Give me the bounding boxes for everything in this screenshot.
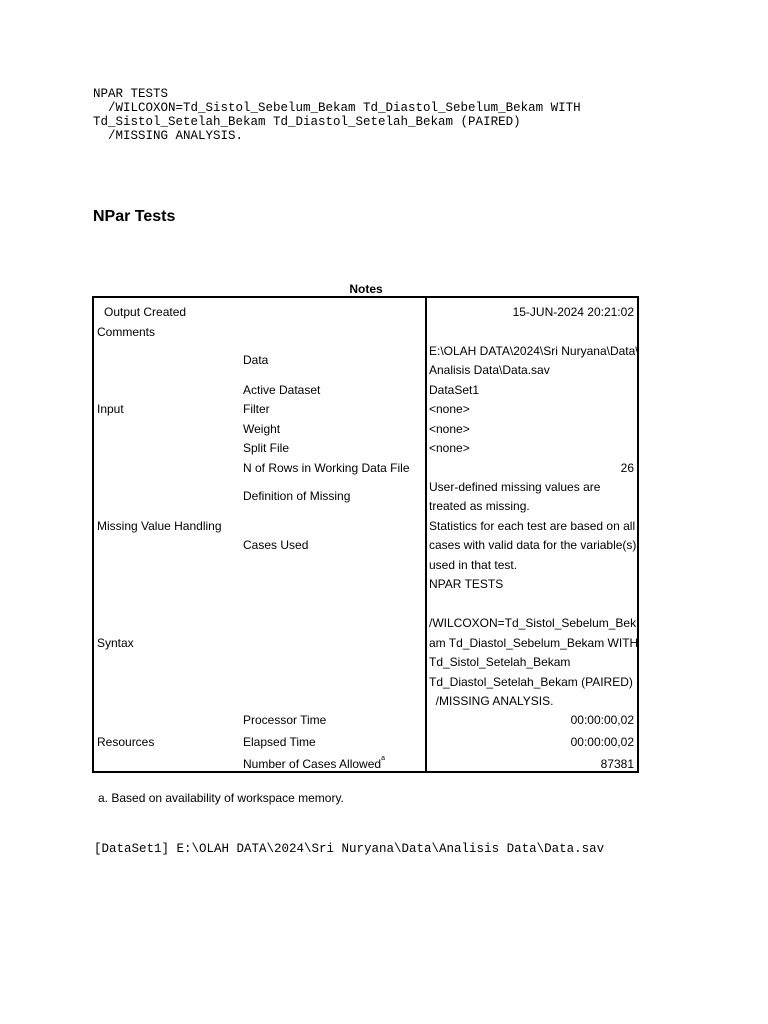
elapsed-time-label: Elapsed Time [243, 735, 316, 749]
input-label: Input [97, 402, 124, 416]
cases-used-line1: Statistics for each test are based on all [429, 519, 636, 533]
syntax-command-block [93, 87, 581, 143]
filter-label: Filter [243, 402, 270, 416]
resources-label: Resources [97, 735, 155, 749]
section-heading: NPar Tests [93, 208, 176, 225]
definition-value-line2: treated as missing. [429, 499, 530, 513]
missing-value-handling-label: Missing Value Handling [97, 519, 222, 533]
output-created-value: 15-JUN-2024 20:21:02 [512, 305, 634, 319]
weight-label: Weight [243, 422, 281, 436]
n-rows-value: 26 [620, 461, 634, 475]
syntax-value-line4: Td_Sistol_Setelah_Bekam [429, 655, 571, 669]
output-created-label: Output Created [104, 305, 187, 319]
split-file-value: <none> [429, 441, 470, 455]
cases-allowed-label [243, 755, 385, 775]
syntax-line: NPAR TESTS [93, 87, 169, 101]
syntax-value-line2: /WILCOXON=Td_Sistol_Sebelum_Bek [429, 616, 637, 630]
split-file-label: Split File [243, 441, 290, 455]
notes-table [92, 296, 639, 773]
syntax-line: /MISSING ANALYSIS. [93, 129, 244, 143]
cases-used-line3: used in that test. [429, 558, 518, 572]
processor-time-label: Processor Time [243, 713, 327, 727]
elapsed-time-value: 00:00:00,02 [570, 735, 634, 749]
syntax-line: /WILCOXON=Td_Sistol_Sebelum_Bekam Td_Diastol_Sebelum_Bekam WITH [93, 101, 581, 115]
cases-used-line2: cases with valid data for the variable(s) [429, 538, 637, 552]
processor-time-value: 00:00:00,02 [570, 713, 634, 727]
n-rows-label: N of Rows in Working Data File [243, 461, 410, 475]
data-value-line2: Analisis Data\Data.sav [429, 363, 550, 377]
cases-allowed-text: Number of Cases Allowed [243, 757, 382, 771]
definition-of-missing-label: Definition of Missing [243, 489, 351, 503]
comments-label: Comments [97, 325, 156, 339]
data-label: Data [243, 353, 269, 367]
active-dataset-value: DataSet1 [429, 383, 480, 397]
filter-value: <none> [429, 402, 470, 416]
syntax-value-line5: Td_Diastol_Setelah_Bekam (PAIRED) [429, 675, 633, 689]
dataset-path-line: [DataSet1] E:\OLAH DATA\2024\Sri Nuryana\Data\Analisis Data\Data.sav [94, 842, 605, 856]
data-value-line1: E:\OLAH DATA\2024\Sri Nuryana\Data\ [429, 344, 639, 358]
syntax-value-line3: am Td_Diastol_Sebelum_Bekam WITH [429, 636, 639, 650]
syntax-label: Syntax [97, 636, 134, 650]
syntax-value-line1: NPAR TESTS [429, 577, 504, 591]
cases-used-label: Cases Used [243, 538, 309, 552]
table-footnote: a. Based on availability of workspace memory. [98, 791, 344, 805]
cases-allowed-value: 87381 [600, 757, 634, 771]
footnote-marker: a [381, 755, 385, 762]
weight-value: <none> [429, 422, 470, 436]
definition-value-line1: User-defined missing values are [429, 480, 601, 494]
column-divider [425, 298, 427, 771]
syntax-line: Td_Sistol_Setelah_Bekam Td_Diastol_Setelah_Bekam (PAIRED) [93, 115, 521, 129]
syntax-value-line6: /MISSING ANALYSIS. [429, 694, 554, 708]
active-dataset-label: Active Dataset [243, 383, 321, 397]
notes-table-title: Notes [349, 282, 383, 296]
